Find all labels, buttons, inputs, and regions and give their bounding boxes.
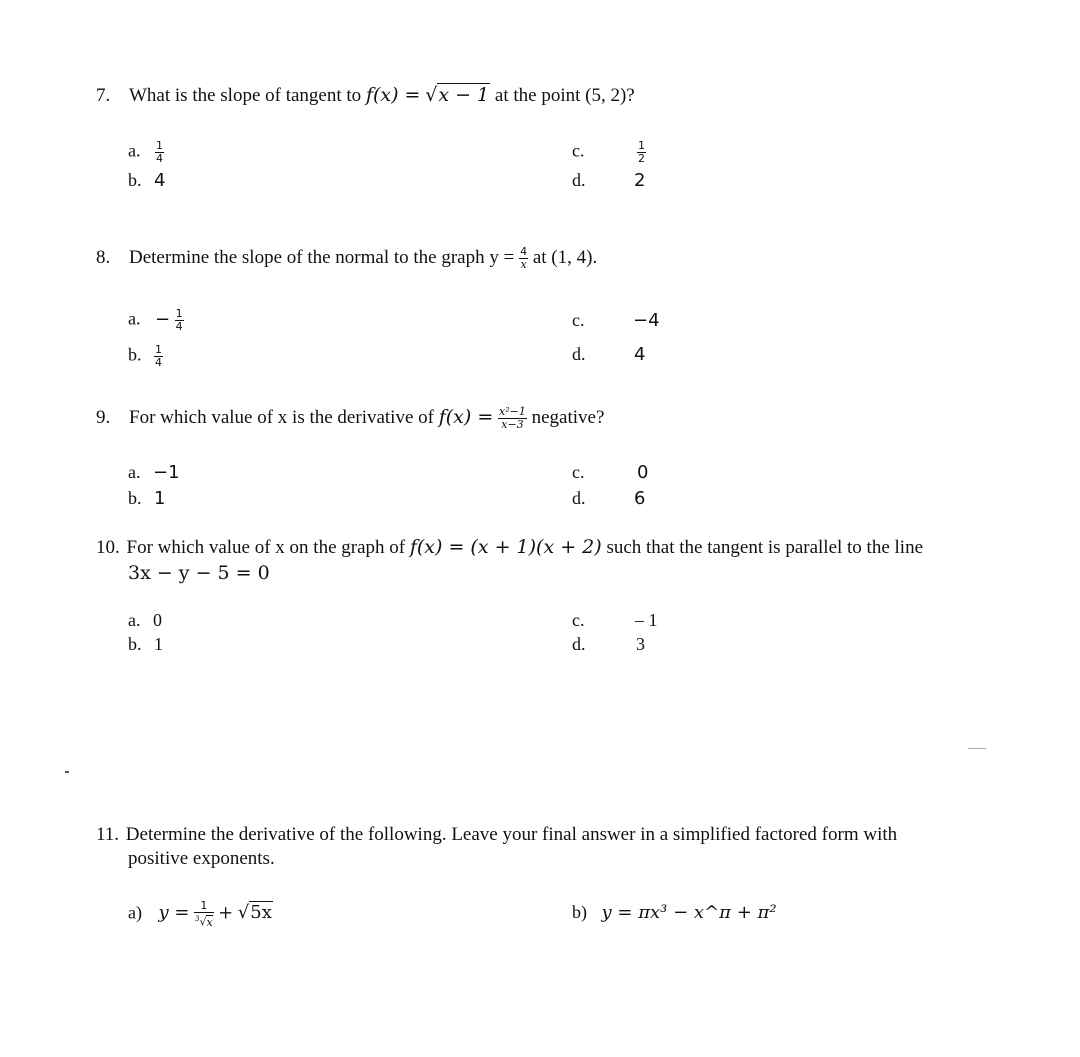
part-b — [572, 902, 777, 923]
question-text-continued: positive exponents. — [128, 848, 275, 869]
option-value: 4 — [634, 344, 646, 365]
question-text: Determine the derivative of the following. Leave your final answer in a simplified factored form with — [125, 824, 898, 845]
question-text: For which value of x on the graph of — [126, 537, 406, 558]
part-label: b) — [572, 902, 587, 922]
option-label: b. — [128, 344, 142, 365]
line-equation: 3x − y − 5 = 0 — [128, 562, 270, 584]
option-value: 2 — [634, 170, 646, 191]
radicand: x − 1 — [438, 84, 490, 106]
option-a[interactable] — [128, 610, 162, 630]
option-b[interactable] — [128, 170, 165, 191]
question-10 — [96, 536, 923, 559]
option-value: 1 — [154, 634, 163, 654]
option-value: −1 — [153, 462, 180, 483]
fraction: $\frac{1}{4}$ — [156, 139, 163, 165]
option-b[interactable] — [128, 634, 163, 654]
option-d[interactable] — [572, 634, 645, 654]
option-a[interactable] — [128, 308, 184, 333]
option-c[interactable] — [572, 310, 660, 331]
minus-sign: − — [155, 308, 171, 330]
question-text-end: at the point (5, 2)? — [494, 85, 635, 106]
square-root: √5x — [237, 902, 272, 924]
fraction: $\frac{1}{4}$ — [175, 307, 183, 333]
option-value: – 1 — [635, 610, 658, 630]
option-d[interactable] — [572, 344, 645, 365]
option-c[interactable] — [572, 140, 646, 165]
option-label: b. — [128, 488, 142, 508]
option-label: a. — [128, 140, 141, 161]
question-text-end: negative? — [531, 407, 605, 428]
option-label: d. — [572, 634, 586, 654]
option-value: 3 — [636, 634, 645, 654]
question-number: 7. — [96, 85, 111, 106]
expression: y = πx³ − x^π + π² — [601, 902, 777, 923]
question-number: 10. — [96, 537, 120, 558]
option-d[interactable] — [572, 170, 645, 191]
fraction: $\frac{1}{2}$ — [638, 139, 645, 165]
option-c[interactable] — [572, 610, 658, 630]
fraction: $\frac{4}{x}$ — [520, 245, 528, 271]
question-text-end: at (1, 4). — [532, 246, 598, 268]
option-a[interactable] — [128, 462, 180, 483]
question-7 — [96, 84, 635, 107]
function-lhs: f(x) = — [365, 84, 421, 106]
option-value: 0 — [153, 610, 162, 630]
expression-lhs: y = — [158, 902, 190, 924]
scan-mark — [968, 748, 986, 749]
option-value: 4 — [154, 170, 166, 191]
option-value: −4 — [633, 310, 660, 331]
option-a[interactable] — [128, 140, 164, 165]
fraction: $\frac{\text{x²−1}}{x-3}$ — [499, 405, 526, 432]
scan-mark — [65, 771, 69, 773]
option-label: b. — [128, 634, 142, 654]
option-label: c. — [572, 462, 585, 482]
part-a — [128, 900, 273, 929]
option-b[interactable] — [128, 488, 165, 509]
option-value: 1 — [154, 488, 166, 509]
part-label: a) — [128, 902, 142, 923]
option-value: 6 — [634, 488, 646, 509]
option-label: d. — [572, 488, 586, 508]
question-text: Determine the slope of the normal to the graph y = — [129, 246, 515, 268]
question-9 — [96, 406, 604, 431]
fraction: $\frac{1}{^3√x}$ — [194, 899, 213, 929]
function-lhs: f(x) = — [438, 406, 494, 428]
option-label: c. — [572, 140, 585, 161]
option-label: a. — [128, 462, 141, 482]
square-root: √x − 1 — [425, 84, 490, 106]
radicand: 5x — [250, 902, 272, 924]
option-label: d. — [572, 344, 586, 364]
question-text: What is the slope of tangent to — [129, 85, 362, 106]
option-label: d. — [572, 170, 586, 190]
fraction: $\frac{1}{4}$ — [155, 343, 162, 369]
function-expression: f(x) = (x + 1)(x + 2) — [409, 536, 602, 558]
question-number: 8. — [96, 246, 111, 268]
question-8 — [96, 246, 597, 271]
option-label: a. — [128, 308, 141, 329]
option-value: 0 — [637, 462, 649, 483]
option-label: a. — [128, 610, 141, 630]
option-label: c. — [572, 310, 585, 330]
question-number: 11. — [96, 824, 120, 845]
option-c[interactable] — [572, 462, 648, 483]
plus-sign: + — [218, 902, 234, 924]
question-number: 9. — [96, 407, 111, 428]
option-label: b. — [128, 170, 142, 190]
question-text: For which value of x is the derivative of — [129, 407, 434, 428]
option-label: c. — [572, 610, 585, 630]
option-b[interactable] — [128, 344, 163, 369]
question-11 — [96, 824, 897, 846]
question-text-end: such that the tangent is parallel to the line — [606, 537, 924, 558]
option-d[interactable] — [572, 488, 645, 509]
